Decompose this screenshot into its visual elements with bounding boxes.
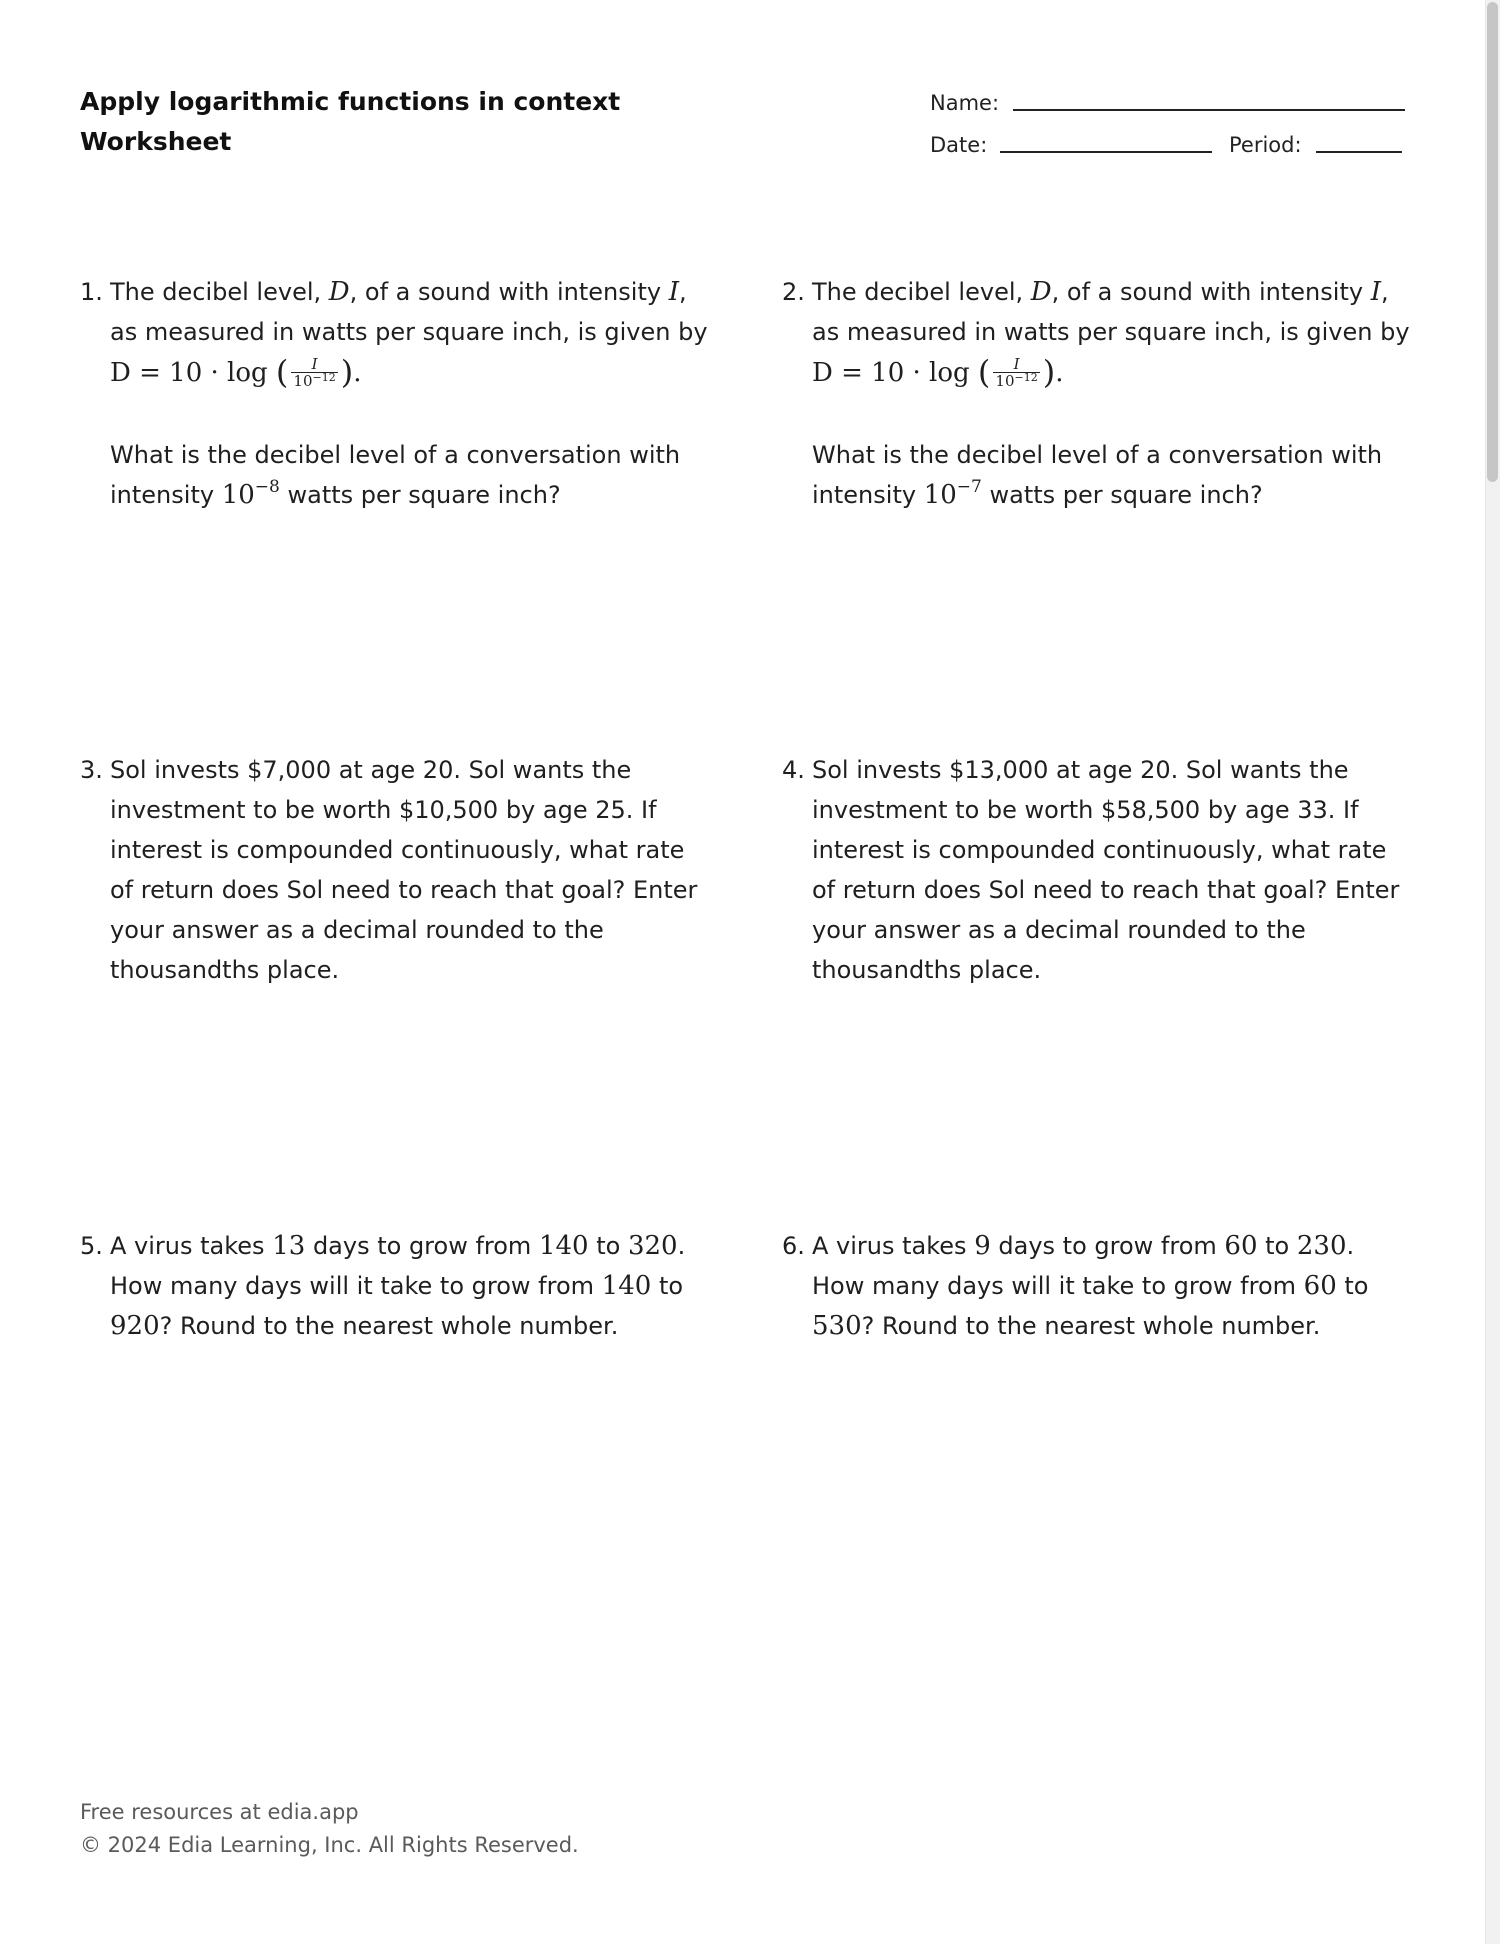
question-text: intensity: [812, 481, 917, 509]
problem-text: of return does Sol need to reach that goal? Enter: [110, 876, 698, 904]
fraction-denominator-base: 10: [293, 371, 313, 390]
problem-text: ,: [678, 278, 687, 306]
to-value: 530: [812, 1311, 862, 1341]
problem-number: 5.: [80, 1232, 103, 1260]
problem-number: 4.: [782, 756, 805, 784]
decibel-formula: D = 10 · log ( $\frac{I}{10^{-12}}$ ).: [110, 353, 362, 391]
to-value: 920: [110, 1311, 160, 1341]
decibel-formula: D = 10 · log ( $\frac{I}{10^{-12}}$ ).: [812, 353, 1064, 391]
from-value: 60: [1303, 1271, 1337, 1301]
worksheet-title: [80, 82, 620, 162]
problem-body: [812, 750, 1412, 990]
problem-text: interest is compounded continuously, what rate: [110, 836, 685, 864]
question-text: intensity: [110, 481, 215, 509]
problem-text: to: [596, 1232, 621, 1260]
problem-text: as measured in watts per square inch, is given by: [110, 318, 708, 346]
question-text: watts per square inch?: [287, 481, 561, 509]
question-text: watts per square inch?: [989, 481, 1263, 509]
problem-body: [110, 272, 710, 515]
problem-text: investment to be worth $10,500 by age 25. If: [110, 796, 657, 824]
problem-number: 2.: [782, 278, 805, 306]
scrollbar-thumb[interactable]: [1487, 2, 1498, 482]
variable-i: I: [1370, 277, 1381, 307]
problem-text: A virus takes: [812, 1232, 967, 1260]
date-field-line[interactable]: [1000, 151, 1212, 153]
problem-text: How many days will it take to grow from: [812, 1272, 1297, 1300]
question-text: What is the decibel level of a conversation with: [812, 441, 1383, 469]
problem-text: your answer as a decimal rounded to the: [812, 916, 1306, 944]
variable-i: I: [668, 277, 679, 307]
to-value: 230: [1296, 1231, 1347, 1261]
name-label: Name:: [930, 91, 1000, 115]
question-text: What is the decibel level of a conversation with: [110, 441, 681, 469]
problem-text: Sol invests $7,000 at age 20. Sol wants the: [110, 756, 632, 784]
name-field-line[interactable]: [1013, 109, 1405, 111]
problem-text: .: [677, 1232, 686, 1260]
problem-text: The decibel level,: [812, 278, 1024, 306]
problem-text: ,: [1380, 278, 1389, 306]
formula-fraction: [993, 356, 1039, 389]
intensity-exponent: −7: [956, 477, 982, 497]
date-label: Date:: [930, 133, 988, 157]
problem-text: Sol invests $13,000 at age 20. Sol wants the: [812, 756, 1349, 784]
problem-body: [110, 750, 710, 990]
problem-text: ? Round to the nearest whole number.: [861, 1312, 1321, 1340]
problem-body: [812, 1226, 1412, 1346]
intensity-base: 10: [221, 480, 255, 510]
formula-end: .: [1055, 358, 1064, 388]
problem-body: [812, 272, 1412, 515]
problem-text: ? Round to the nearest whole number.: [159, 1312, 619, 1340]
problem-text: to: [658, 1272, 684, 1300]
period-field-line[interactable]: [1316, 151, 1402, 153]
problem-number: 1.: [80, 278, 103, 306]
problem-text: thousandths place.: [812, 956, 1042, 984]
formula-fraction: [291, 356, 337, 389]
footer: [80, 1796, 579, 1862]
problem-text: to: [1344, 1272, 1369, 1300]
title-line-1: Apply logarithmic functions in context: [80, 87, 621, 116]
footer-copyright: © 2024 Edia Learning, Inc. All Rights Reserved.: [80, 1833, 579, 1857]
problem-number: 6.: [782, 1232, 805, 1260]
problem-text: , of a sound with intensity: [349, 278, 662, 306]
problem-number: 3.: [80, 756, 103, 784]
problem-text: of return does Sol need to reach that goal? Enter: [812, 876, 1400, 904]
formula-lhs: D = 10 · log: [812, 358, 970, 388]
fraction-denominator-exponent: −12: [1014, 370, 1038, 384]
from-value: 140: [601, 1271, 652, 1301]
variable-d: D: [1030, 277, 1052, 307]
problem-text: A virus takes: [110, 1232, 265, 1260]
problem-text: thousandths place.: [110, 956, 340, 984]
to-value: 320: [627, 1231, 678, 1261]
period-label: Period:: [1229, 133, 1302, 157]
problem-text: .: [1346, 1232, 1355, 1260]
problem-text: to: [1265, 1232, 1290, 1260]
problem-text: investment to be worth $58,500 by age 33. If: [812, 796, 1359, 824]
problem-text: days to grow from: [998, 1232, 1217, 1260]
formula-lhs: D = 10 · log: [110, 358, 268, 388]
problem-text: days to grow from: [312, 1232, 532, 1260]
from-value: 140: [538, 1231, 589, 1261]
intensity-exponent: −8: [254, 477, 280, 497]
from-value: 60: [1224, 1231, 1258, 1261]
fraction-numerator: I: [291, 356, 337, 373]
vertical-scrollbar[interactable]: [1485, 0, 1500, 1944]
intensity-base: 10: [923, 480, 957, 510]
footer-resources: Free resources at edia.app: [80, 1800, 359, 1824]
problem-text: your answer as a decimal rounded to the: [110, 916, 604, 944]
fraction-numerator: I: [993, 356, 1039, 373]
title-line-2: Worksheet: [80, 127, 232, 156]
problem-text: , of a sound with intensity: [1051, 278, 1364, 306]
formula-end: .: [353, 358, 362, 388]
problem-body: [110, 1226, 710, 1346]
problem-text: How many days will it take to grow from: [110, 1272, 595, 1300]
days-value: 13: [272, 1231, 306, 1261]
problem-text: interest is compounded continuously, what rate: [812, 836, 1387, 864]
variable-d: D: [328, 277, 350, 307]
fraction-denominator-base: 10: [995, 371, 1015, 390]
problem-text: The decibel level,: [110, 278, 322, 306]
fraction-denominator-exponent: −12: [312, 370, 336, 384]
problem-text: as measured in watts per square inch, is given by: [812, 318, 1410, 346]
days-value: 9: [974, 1231, 991, 1261]
